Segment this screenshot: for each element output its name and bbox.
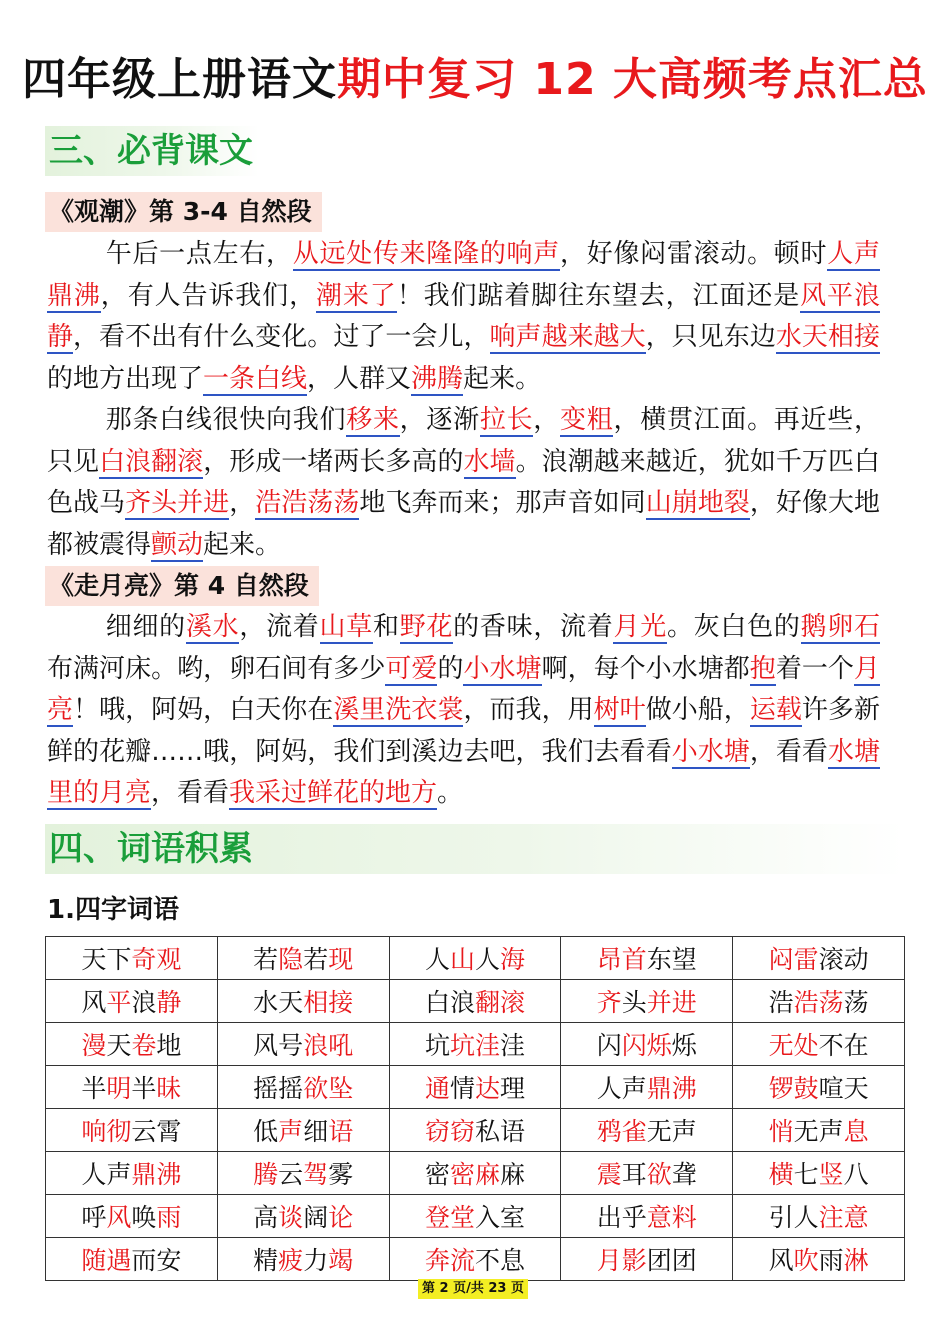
word-table-row [46,1023,905,1066]
key-phrase: 水天相接 [775,322,880,352]
key-phrase: 月光 [613,612,667,642]
word-cell [46,1152,218,1195]
word-cell [561,1023,733,1066]
word-segment: 达 [474,1074,500,1103]
word-segment: 无声 [646,1117,697,1146]
word-table-row [46,1066,905,1109]
word-segment: 昂首 [596,945,647,974]
word-segment: 若 [253,945,279,974]
word-segment: 地 [156,1031,182,1060]
text-run: ！哦，阿妈，白天你在 [73,695,334,725]
word-segment: 私语 [474,1117,525,1146]
word-segment: 漫 [81,1031,107,1060]
key-phrase: 月亮 [47,653,880,725]
word-segment: 腾 [253,1160,279,1189]
word-segment: 奔流 [424,1246,475,1275]
page-footer: 第 2 页/共 23 页 [418,1279,528,1299]
text-run: 细细的 [105,612,186,642]
word-segment: 驾 [303,1160,329,1189]
key-phrase: 溪里洗衣裳 [333,695,464,725]
key-phrase: 野花 [399,612,454,642]
key-phrase: 风平浪静 [47,280,880,352]
word-cell [733,1195,905,1238]
word-segment: 并进 [646,988,697,1017]
text-run: 。浪潮越来越近，犹如千万匹白色战马 [47,446,880,518]
word-segment: 情 [449,1074,475,1103]
word-table-row [46,1152,905,1195]
word-segment: 东望 [646,945,697,974]
key-phrase: 可爱 [385,653,438,684]
key-phrase: 沸腾 [411,363,464,394]
key-phrase: 我采过鲜花的地方 [229,778,438,808]
word-segment: 滚动 [818,945,869,974]
key-phrase: 潮来了 [315,280,397,311]
key-phrase: 山崩地裂 [645,488,750,518]
word-segment: 竭 [328,1246,354,1275]
text-run: ，逐渐 [399,405,480,435]
word-segment: 吹 [793,1246,819,1275]
word-segment: 半 [131,1074,157,1103]
word-cell [561,1195,733,1238]
word-segment: 出乎 [596,1203,647,1232]
word-cell [46,1195,218,1238]
word-segment: 天 [106,1031,132,1060]
text-run: 午后一点左右， [105,239,293,269]
key-phrase: 浩浩荡荡 [255,488,360,518]
word-segment: 入室 [474,1203,525,1232]
word-segment: 无声 [793,1117,844,1146]
word-segment: 理 [500,1074,526,1103]
text-run: 地飞奔而来；那声音如同 [359,488,646,518]
key-phrase: 移来 [346,405,400,435]
text-heading-guanchao: 《观潮》第 3-4 自然段 [45,192,322,232]
word-segment: 浩荡 [793,988,844,1017]
word-cell [389,1195,561,1238]
word-segment: 聋 [671,1160,697,1189]
key-phrase: 山草 [319,612,373,642]
word-segment: 阔 [303,1203,329,1232]
word-segment: 不息 [474,1246,525,1275]
text-run: 的香味，流着 [453,612,614,642]
word-segment: 而安 [131,1246,182,1275]
word-segment: 浪吼 [303,1031,354,1060]
text-run: 着一个 [775,653,854,684]
text-run: ，横贯江面。再近些，只见 [47,405,880,477]
paragraph-guanchao-2 [47,400,880,566]
word-segment: 疲 [278,1246,304,1275]
word-segment: 雾 [328,1160,354,1189]
word-segment: 人 [424,945,450,974]
title-black-part: 四年级上册语文 [22,54,338,105]
word-segment: 明 [106,1074,132,1103]
word-segment: 相接 [303,988,354,1017]
text-run: ， [229,488,256,518]
text-run: ，而我，用 [463,695,594,725]
text-run: 的 [437,653,464,684]
word-segment: 意料 [646,1203,697,1232]
word-segment: 随遇 [81,1246,132,1275]
word-segment: 月影 [596,1246,647,1275]
word-cell [46,980,218,1023]
word-table-row [46,1195,905,1238]
word-segment: 锣鼓 [768,1074,819,1103]
word-cell [733,937,905,980]
page-title [0,52,950,108]
word-segment: 论 [328,1203,354,1232]
word-cell [389,1023,561,1066]
word-segment: 语 [328,1117,354,1146]
key-phrase: 水墙 [463,446,516,477]
word-segment: 静 [156,988,182,1017]
key-phrase: 变粗 [560,405,614,435]
text-run: ，看看 [151,778,230,808]
word-segment: 水天 [253,988,304,1017]
word-cell [561,1152,733,1195]
word-cell [46,1023,218,1066]
key-phrase: 树叶 [593,695,646,725]
word-cell [46,1238,218,1281]
word-segment: 息 [843,1117,869,1146]
text-run: 布满河床。哟，卵石间有多少 [47,653,386,684]
key-phrase: 人声鼎沸 [47,239,880,311]
word-cell [733,1023,905,1066]
word-segment: 云霄 [131,1117,182,1146]
text-run: ！我们踮着脚往东望去，江面还是 [396,280,801,311]
word-cell [217,1023,389,1066]
word-segment: 闷雷 [768,945,819,974]
word-segment: 人声 [596,1074,647,1103]
word-segment: 响彻 [81,1117,132,1146]
word-cell [389,1152,561,1195]
word-segment: 窃窃 [424,1117,475,1146]
word-segment: 浩 [768,988,794,1017]
word-segment: 风 [106,1203,132,1232]
word-segment: 荡 [843,988,869,1017]
word-cell [46,937,218,980]
word-cell [389,980,561,1023]
word-segment: 山 [449,945,475,974]
word-segment: 烁 [671,1031,697,1060]
word-segment: 若 [303,945,329,974]
word-cell [389,1238,561,1281]
word-segment: 海 [500,945,526,974]
word-segment: 声 [278,1117,304,1146]
word-segment: 力 [303,1246,329,1275]
key-phrase: 从远处传来隆隆的响声 [292,239,561,269]
text-run: ，看不出有什么变化。过了一会儿， [73,322,490,352]
paragraph-guanchao-1 [47,234,880,400]
word-segment: 注意 [818,1203,869,1232]
word-cell [217,1195,389,1238]
word-cell [561,1238,733,1281]
word-segment: 震 [596,1160,622,1189]
key-phrase: 拉长 [479,405,534,435]
word-table-row [46,980,905,1023]
word-segment: 现 [328,945,354,974]
word-cell [217,980,389,1023]
word-segment: 团团 [646,1246,697,1275]
word-segment: 昧 [156,1074,182,1103]
word-segment: 耳 [621,1160,647,1189]
text-run: ， [533,405,561,435]
word-segment: 麻 [500,1160,526,1189]
word-cell [217,1066,389,1109]
word-table-row [46,1109,905,1152]
word-cell [46,1109,218,1152]
text-run: ，流着 [239,612,320,642]
word-segment: 风 [81,988,107,1017]
word-cell [561,980,733,1023]
subheading-four-char-words: 1.四字词语 [47,895,179,925]
key-phrase: 颤动 [151,529,204,560]
text-run: 啊，每个小水塘都 [541,653,750,684]
word-segment: 风号 [253,1031,304,1060]
word-segment: 低 [253,1117,279,1146]
word-segment: 天下 [81,945,132,974]
key-phrase: 水塘里的月亮 [47,736,880,808]
word-segment: 平 [106,988,132,1017]
text-heading-zouyueliang: 《走月亮》第 4 自然段 [45,566,319,606]
key-phrase: 齐头并进 [125,488,230,518]
word-cell [217,1109,389,1152]
text-run: 起来。 [203,529,282,560]
word-segment: 通 [424,1074,450,1103]
word-segment: 雨 [156,1203,182,1232]
word-segment: 卷 [131,1031,157,1060]
word-table [45,936,905,1281]
word-segment: 雨 [818,1246,844,1275]
word-cell [389,1109,561,1152]
word-cell [733,1238,905,1281]
text-run: ，人群又 [307,363,412,394]
text-run: ，好像闷雷滚动。顿时 [560,239,828,269]
word-segment: 呼 [81,1203,107,1232]
word-cell [733,980,905,1023]
text-run: ，只见东边 [645,322,776,352]
word-cell [561,1109,733,1152]
word-segment: 谈 [278,1203,304,1232]
word-segment: 坑 [424,1031,450,1060]
word-segment: 密麻 [449,1160,500,1189]
word-segment: 闪 [596,1031,622,1060]
word-segment: 鼎沸 [646,1074,697,1103]
word-segment: 奇观 [131,945,182,974]
word-cell [389,937,561,980]
word-table-row [46,937,905,980]
text-run: ，有人告诉我们， [100,280,316,311]
word-cell [561,1066,733,1109]
text-run: 许多新鲜的花瓣……哦，阿妈，我们到溪边去吧，我们去看看 [47,695,880,767]
text-run: 那条白线很快向我们 [105,405,347,435]
key-phrase: 小水塘 [463,653,542,684]
text-run: 和 [372,612,400,642]
key-phrase: 溪水 [185,612,240,642]
word-cell [733,1066,905,1109]
word-segment: 翻滚 [474,988,525,1017]
text-run: 的地方出现了 [47,363,204,394]
word-segment: 白浪 [424,988,475,1017]
word-segment: 细 [303,1117,329,1146]
word-cell [46,1066,218,1109]
text-run: ，看看 [749,736,828,767]
word-cell [733,1109,905,1152]
title-red-part: 期中复习 12 大高频考点汇总 [337,54,928,105]
word-segment: 横 [768,1160,794,1189]
word-segment: 摇摇 [253,1074,304,1103]
word-segment: 高 [253,1203,279,1232]
word-segment: 欲坠 [303,1074,354,1103]
word-segment: 八 [843,1160,869,1189]
word-segment: 隐 [278,945,304,974]
key-phrase: 运载 [749,695,802,725]
text-run: 做小船， [645,695,750,725]
word-segment: 风 [768,1246,794,1275]
key-phrase: 小水塘 [671,736,750,767]
word-cell [217,1238,389,1281]
word-cell [217,1152,389,1195]
word-segment: 悄 [768,1117,794,1146]
word-segment: 头 [621,988,647,1017]
word-segment: 浪 [131,988,157,1017]
key-phrase: 响声越来越大 [489,322,646,352]
key-phrase: 一条白线 [203,363,308,394]
word-segment: 坑洼 [449,1031,500,1060]
word-cell [561,937,733,980]
word-segment: 淋 [843,1246,869,1275]
word-segment: 不在 [818,1031,869,1060]
text-run: 。 [437,778,464,808]
key-phrase: 白浪翻滚 [99,446,204,477]
word-segment: 半 [81,1074,107,1103]
key-phrase: 鹅卵石 [800,612,880,642]
section-heading-3: 三、必背课文 [45,126,259,176]
word-segment: 洼 [500,1031,526,1060]
word-segment: 登堂 [424,1203,475,1232]
section-heading-4: 四、词语积累 [45,824,905,874]
word-segment: 精 [253,1246,279,1275]
word-segment: 齐 [596,988,622,1017]
text-run: 起来。 [463,363,542,394]
word-segment: 欲 [646,1160,672,1189]
word-segment: 唤 [131,1203,157,1232]
paragraph-zouyueliang [47,607,880,815]
word-segment: 无处 [768,1031,819,1060]
word-table-row [46,1238,905,1281]
word-segment: 竖 [818,1160,844,1189]
text-run: ，好像大地都被震得 [47,488,880,560]
word-segment: 引人 [768,1203,819,1232]
word-cell [733,1152,905,1195]
word-segment: 云 [278,1160,304,1189]
word-segment: 密 [424,1160,450,1189]
word-segment: 七 [793,1160,819,1189]
word-segment: 人 [474,945,500,974]
word-segment: 人声 [81,1160,132,1189]
word-segment: 闪烁 [621,1031,672,1060]
word-segment: 鸦雀 [596,1117,647,1146]
word-cell [217,937,389,980]
text-run: ，形成一堵两长多高的 [203,446,464,477]
word-segment: 喧天 [818,1074,869,1103]
word-segment: 鼎沸 [131,1160,182,1189]
word-cell [389,1066,561,1109]
key-phrase: 抱 [749,653,776,684]
text-run: 。灰白色的 [666,612,801,642]
